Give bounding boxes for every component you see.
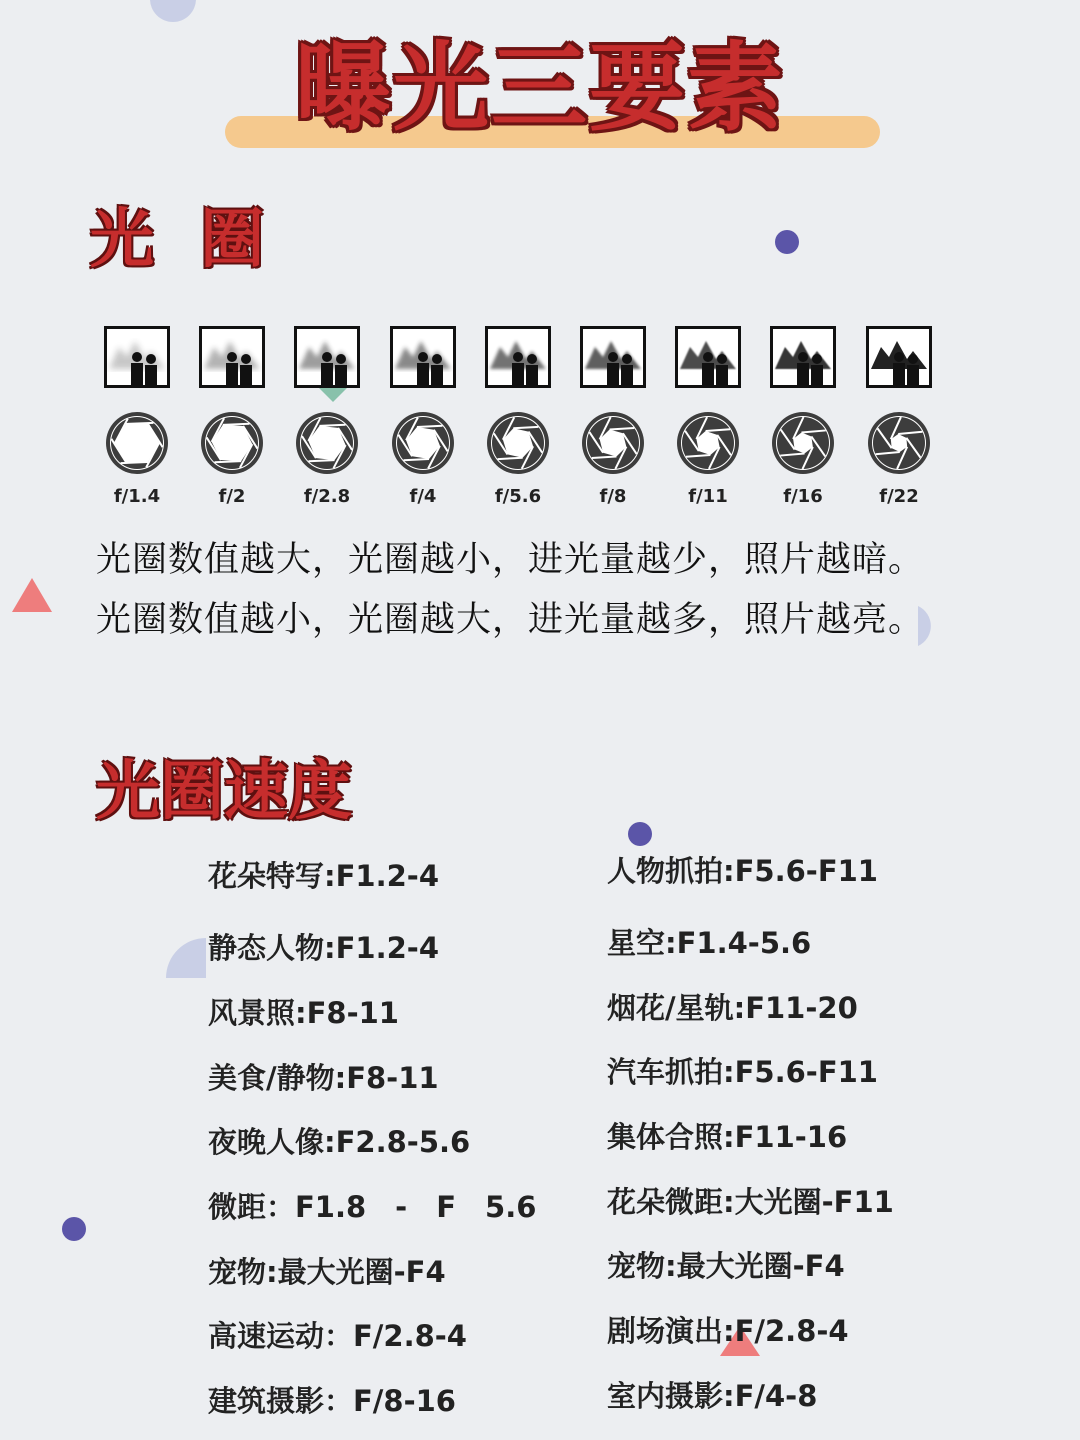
fstop-label: f/11 [688, 486, 728, 507]
list-item: 汽车抓拍:F5.6-F11 [607, 1055, 878, 1089]
list-item: 宠物:最大光圈-F4 [208, 1255, 446, 1289]
decor-quarter-circle [166, 938, 210, 982]
description-line: 光圈数值越大，光圈越小，进光量越少，照片越暗。 [96, 540, 925, 580]
dof-photo-icon [294, 326, 360, 388]
page-title: 曝光三要素 [295, 32, 785, 144]
fstop-label: f/4 [409, 486, 437, 507]
list-item: 建筑摄影：F/8-16 [208, 1384, 456, 1418]
speed-heading: 光圈速度 [96, 755, 352, 829]
list-item: 风景照:F8-11 [208, 996, 399, 1030]
dof-photo-icon [580, 326, 646, 388]
list-item: 剧场演出:F/2.8-4 [607, 1314, 849, 1348]
dof-photo-icon [390, 326, 456, 388]
dof-photo-icon [675, 326, 741, 388]
aperture-iris-icon [104, 410, 170, 476]
list-item: 宠物:最大光圈-F4 [607, 1249, 845, 1283]
decor-triangle [12, 578, 52, 612]
fstop-label: f/1.4 [113, 486, 161, 507]
list-item: 静态人物:F1.2-4 [208, 931, 439, 965]
list-item: 花朵特写:F1.2-4 [208, 859, 439, 893]
description-line: 光圈数值越小，光圈越大，进光量越多，照片越亮。 [96, 600, 925, 640]
list-item: 烟花/星轨:F11-20 [607, 991, 858, 1025]
list-item: 室内摄影:F/4-8 [607, 1379, 818, 1413]
list-item: 星空:F1.4-5.6 [607, 926, 812, 960]
aperture-iris-icon [199, 410, 265, 476]
aperture-iris-icon [866, 410, 932, 476]
dof-photo-icon [104, 326, 170, 388]
aperture-iris-icon [580, 410, 646, 476]
decor-circle [150, 0, 196, 22]
aperture-iris-icon [485, 410, 551, 476]
aperture-iris-icon [675, 410, 741, 476]
fstop-label: f/8 [599, 486, 627, 507]
fstop-label: f/22 [879, 486, 919, 507]
dof-photo-icon [866, 326, 932, 388]
aperture-heading: 光 圈 [90, 203, 277, 277]
aperture-iris-icon [770, 410, 836, 476]
list-item: 高速运动：F/2.8-4 [208, 1319, 467, 1353]
fstop-label: f/5.6 [494, 486, 542, 507]
fstop-label: f/2 [218, 486, 246, 507]
list-item: 微距：F1.8 - F 5.6 [208, 1190, 537, 1224]
fstop-label: f/16 [783, 486, 823, 507]
aperture-description [96, 530, 996, 650]
decor-dot [628, 822, 652, 846]
list-item: 美食/静物:F8-11 [208, 1061, 439, 1095]
list-item: 夜晚人像:F2.8-5.6 [208, 1125, 471, 1159]
list-item: 人物抓拍:F5.6-F11 [607, 854, 878, 888]
decor-dot [62, 1217, 86, 1241]
dof-photo-icon [770, 326, 836, 388]
dof-photo-icon [485, 326, 551, 388]
dof-photo-icon [199, 326, 265, 388]
list-item: 花朵微距:大光圈-F11 [607, 1185, 894, 1219]
aperture-iris-icon [390, 410, 456, 476]
fstop-label: f/2.8 [303, 486, 351, 507]
aperture-iris-icon [294, 410, 360, 476]
list-item: 集体合照:F11-16 [607, 1120, 848, 1154]
decor-dot [775, 230, 799, 254]
